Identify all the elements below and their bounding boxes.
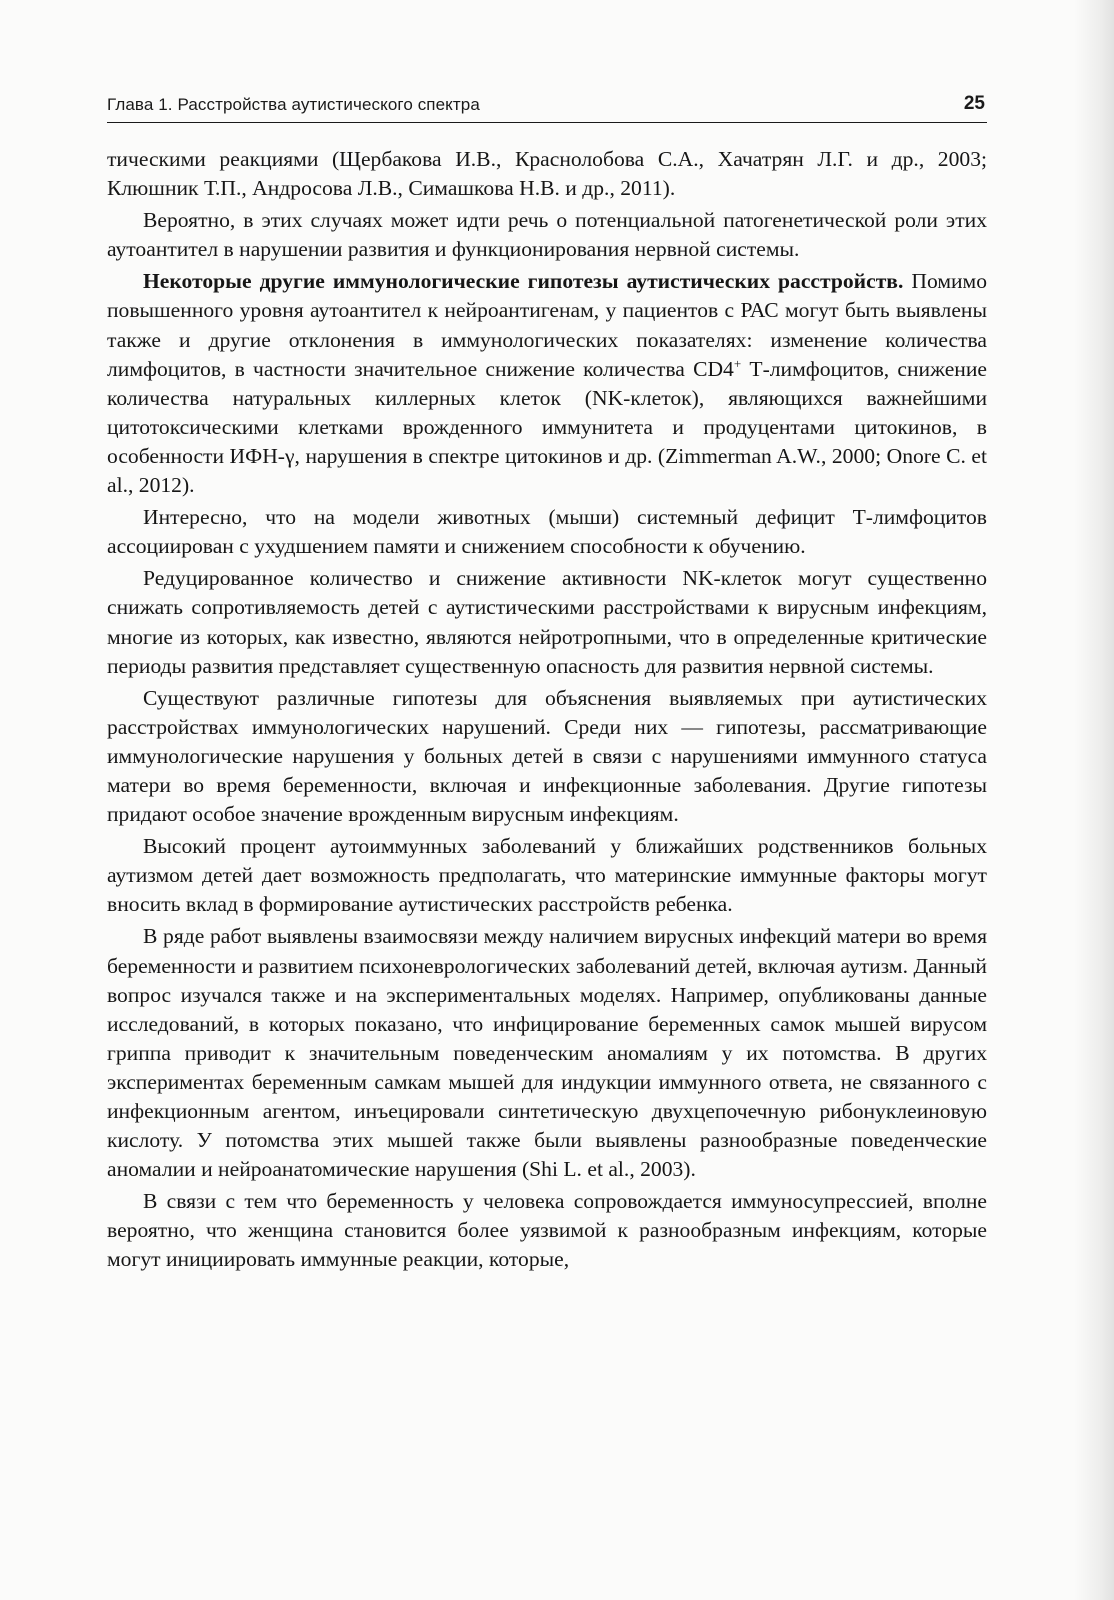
paragraph-6: Существуют различные гипотезы для объяснения выявляемых при аутистических расстройствах иммунологических нарушений. Среди них — гипотезы, рассматривающие иммунологические нарушения у больных детей в связи с нарушениями иммунного статуса матери во время беременности, включая и инфекционные заболевания. Другие гипотезы придают особое значение врожденным вирусным инфекциям. [107,685,987,827]
paragraph-9: В связи с тем что беременность у человека сопровождается иммуносупрессией, вполне вероятно, что женщина становится более уязвимой к разнообразным инфекциям, которые могут инициировать иммунные реакции, которые, [107,1189,987,1272]
page-number: 25 [963,93,985,114]
paragraph-3 [107,267,987,500]
paragraph-3-text-a: Помимо повышенного уровня аутоантител к нейроантигенам, у пациентов с РАС могут быть выявлены также и другие отклонения в иммунологических показателях: изменение количества лимфоцитов, в частности значительное снижение количества CD4 [107,269,988,381]
body-text [107,145,987,1275]
paragraph-1: тическими реакциями (Щербакова И.В., Краснолобова С.А., Хачатрян Л.Г. и др., 2003; Клюшник Т.П., Андросова Л.В., Симашкова Н.В. и др., 2011). [107,147,987,201]
paragraph-4: Интересно, что на модели животных (мыши) системный дефицит Т-лимфоцитов ассоциирован с ухудшением памяти и снижением способности к обучению. [107,505,987,559]
section-run-in-heading: Некоторые другие иммунологические гипотезы аутистических расстройств. [143,269,904,294]
paragraph-7: Высокий процент аутоиммунных заболеваний у ближайших родственников больных аутизмом детей дает возможность предполагать, что материнские иммунные факторы могут вносить вклад в формирование аутистических расстройств ребенка. [107,834,987,917]
paragraph-2: Вероятно, в этих случаях может идти речь о потенциальной патогенетической роли этих аутоантител в нарушении развития и функционирования нервной системы. [107,208,987,262]
chapter-title: Глава 1. Расстройства аутистического спектра [107,95,480,114]
superscript-plus: + [733,355,742,371]
paragraph-3-text-b: Т-лимфоцитов, снижение количества натуральных киллерных клеток (NK-клеток), являющихся важнейшими цитотоксическими клетками врожденного иммунитета и продуцентами цитокинов, в особенности ИФН-γ, нарушения в спектре цитокинов и др. (Zimmerman A.W., 2000; Onore C. et al., 2012). [107,356,987,498]
running-head [107,92,987,123]
paragraph-8: В ряде работ выявлены взаимосвязи между наличием вирусных инфекций матери во время беременности и развитием психоневрологических заболеваний детей, включая аутизм. Данный вопрос изучался также и на экспериментальных моделях. Например, опубликованы данные исследований, в которых показано, что инфицирование беременных самок мышей вирусом гриппа приводит к значительным поведенческим аномалиям у их потомства. В других экспериментах беременным самкам мышей для индукции иммунного ответа, не связанного с инфекционным агентом, инъецировали синтетическую двухцепочечную рибонуклеиновую кислоту. У потомства этих мышей также были выявлены разнообразные поведенческие аномалии и нейроанатомические нарушения (Shi L. et al., 2003). [107,924,987,1182]
binding-shadow [1074,0,1114,1600]
paragraph-5: Редуцированное количество и снижение активности NK-клеток могут существенно снижать сопротивляемость детей с аутистическими расстройствами к вирусным инфекциям, многие из которых, как известно, являются нейротропными, что в определенные критические периоды развития представляет существенную опасность для развития нервной системы. [107,566,987,678]
